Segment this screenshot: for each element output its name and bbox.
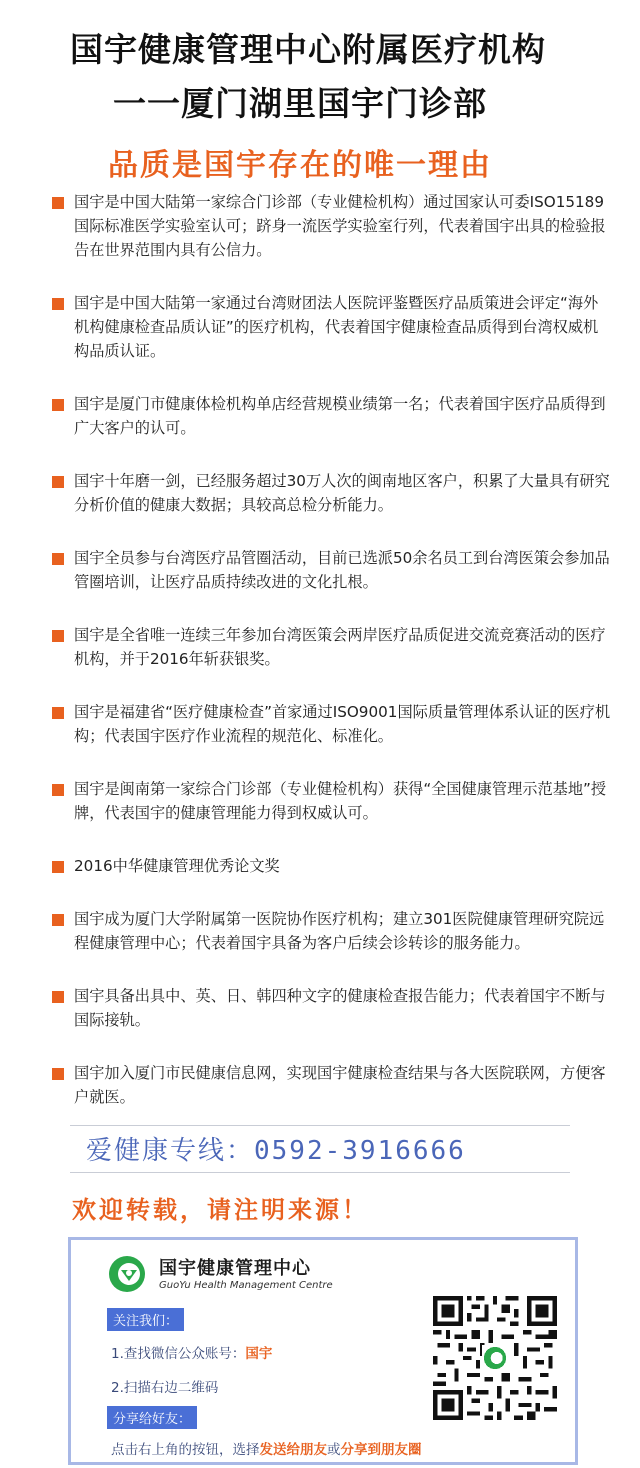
list-item-text: 国宇是中国大陆第一家综合门诊部（专业健检机构）通过国家认可委ISO15189国际标准医学实验室认可；跻身一流医学实验室行列，代表着国宇出具的检验报告在世界范围内具有公信力。: [74, 193, 606, 259]
tip-text: 点击右上角的按钮，选择: [111, 1442, 260, 1458]
slogan: 品质是国宇存在的唯一理由: [108, 148, 492, 183]
step-search-account: [111, 1342, 272, 1362]
list-item-text: 国宇是福建省“医疗健康检查”首家通过ISO9001国际质量管理体系认证的医疗机构；代表国宇医疗作业流程的规范化、标准化。: [74, 703, 611, 745]
list-item: [52, 984, 612, 1032]
list-item-text: 国宇加入厦门市民健康信息网，实现国宇健康检查结果与各大医院联网，方便客户就医。: [74, 1064, 606, 1106]
tip-option-moments: 分享到朋友圈: [340, 1442, 422, 1458]
divider: [70, 1172, 570, 1173]
list-item: [52, 854, 612, 878]
share-tip: [111, 1438, 422, 1458]
bullet-icon: [52, 553, 64, 565]
follow-card: [68, 1237, 578, 1465]
bullet-icon: [52, 399, 64, 411]
bullet-icon: [52, 630, 64, 642]
list-item: [52, 1061, 612, 1109]
tip-or: 或: [327, 1442, 341, 1458]
list-item-text: 国宇是中国大陆第一家通过台湾财团法人医院评鉴暨医疗品质策进会评定“海外机构健康检查品质认证”的医疗机构，代表着国宇健康检查品质得到台湾权威机构品质认证。: [74, 294, 599, 360]
bullet-icon: [52, 861, 64, 873]
list-item: [52, 469, 612, 517]
list-item-text: 国宇具备出具中、英、日、韩四种文字的健康检查报告能力；代表着国宇不断与国际接轨。: [74, 987, 606, 1029]
hotline[interactable]: 爱健康专线：0592-3916666: [86, 1136, 466, 1166]
list-item-text: 2016中华健康管理优秀论文奖: [74, 857, 280, 875]
bullet-icon: [52, 784, 64, 796]
feature-list: [52, 190, 612, 1138]
list-item: [52, 546, 612, 594]
list-item: [52, 392, 612, 440]
list-item-text: 国宇是闽南第一家综合门诊部（专业健检机构）获得“全国健康管理示范基地”授牌，代表国宇的健康管理能力得到权威认可。: [74, 780, 607, 822]
bullet-icon: [52, 707, 64, 719]
step-scan-qr: 2.扫描右边二维码: [111, 1380, 219, 1396]
bullet-icon: [52, 298, 64, 310]
guoyu-logo-icon: [107, 1254, 147, 1294]
reprint-notice: 欢迎转载，请注明来源！: [72, 1196, 369, 1224]
account-name: 国宇: [245, 1346, 273, 1362]
page-title: 国宇健康管理中心附属医疗机构: [70, 30, 546, 69]
tip-option-friend: 发送给朋友: [259, 1442, 327, 1458]
bullet-icon: [52, 1068, 64, 1080]
org-name: 国宇健康管理中心: [159, 1258, 311, 1279]
list-item: [52, 700, 612, 748]
list-item: [52, 291, 612, 363]
list-item: [52, 190, 612, 262]
list-item: [52, 623, 612, 671]
share-label: 分享给好友：: [107, 1406, 197, 1429]
list-item: [52, 907, 612, 955]
bullet-icon: [52, 914, 64, 926]
list-item-text: 国宇是全省唯一连续三年参加台湾医策会两岸医疗品质促进交流竞赛活动的医疗机构，并于2016年斩获银奖。: [74, 626, 606, 668]
step1-text: 1.查找微信公众账号：: [111, 1346, 246, 1362]
bullet-icon: [52, 991, 64, 1003]
bullet-icon: [52, 197, 64, 209]
bullet-icon: [52, 476, 64, 488]
follow-label: 关注我们：: [107, 1308, 184, 1331]
list-item-text: 国宇十年磨一剑，已经服务超过30万人次的闽南地区客户，积累了大量具有研究分析价值的健康大数据；具较高总检分析能力。: [74, 472, 610, 514]
list-item-text: 国宇成为厦门大学附属第一医院协作医疗机构；建立301医院健康管理研究院远程健康管理中心；代表着国宇具备为客户后续会诊转诊的服务能力。: [74, 910, 605, 952]
qr-code-icon[interactable]: [433, 1296, 557, 1420]
divider: [70, 1125, 570, 1126]
list-item-text: 国宇全员参与台湾医疗品管圈活动，目前已选派50余名员工到台湾医策会参加品管圈培训，让医疗品质持续改进的文化扎根。: [74, 549, 610, 591]
page-subtitle: 一一厦门湖里国宇门诊部: [113, 84, 487, 123]
org-name-en: GuoYu Health Management Centre: [159, 1280, 333, 1291]
list-item: [52, 777, 612, 825]
list-item-text: 国宇是厦门市健康体检机构单店经营规模业绩第一名；代表着国宇医疗品质得到广大客户的认可。: [74, 395, 606, 437]
